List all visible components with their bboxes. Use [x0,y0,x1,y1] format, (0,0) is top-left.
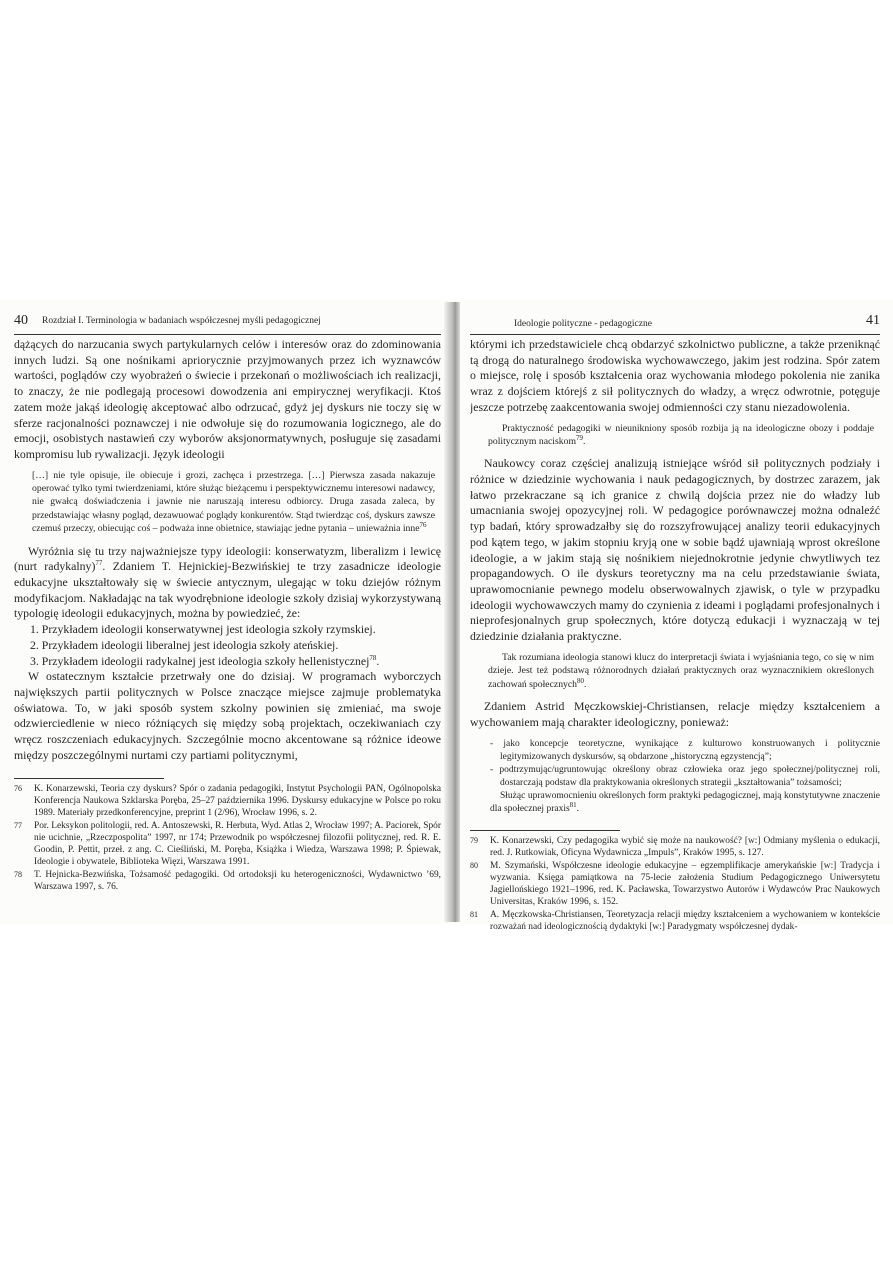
footnote-ref: 79 [575,433,583,442]
footnote-number: 79 [470,836,478,846]
list-item: - podtrzymując/ugruntowując określony obraz człowieka oraz jego społecznej/politycznej roli, dostarczają podstaw dla praktykowania określonych strategii „kształtowania” tożsamości; [490,765,880,789]
quote-text: […] nie tyle opisuje, ile obiecuje i grozi, zachęca i przestrzega. […] Pierwsza zasada nakazuje operować tylko tymi twierdzeniami, które służąc bieżącemu i perspektywicznemu interesowi nadawcy, nie gwałcą doświadczenia i jawnie nie naruszają interesu odbiorcy. Druga zasada zaleca, by przedstawiając własny pogląd, dezawuować poglądy konkurentów. Stąd twierdząc coś, dyskurs zawsze czemuś przeczy, obiecując coś – podważa inne obietnice, stawiając jedne pytania – unieważnia inne [32,469,435,535]
footnote-text: Por. Leksykon politologii, red. A. Antoszewski, R. Herbuta, Wyd. Atlas 2, Wrocław 1997; A. Paciorek, Spór nie ucichnie, „Rzeczpospolita” 1997, nr 174; Przewodnik po współczesnej filozofii politycznej, red. R. E. Goodin, P. Pettit, przeł. z ang. C. Cieśliński, M. Poręba, Książka i Wiedza, Warszawa 1998; P. Śpiewak, Ideologie i obywatele, Biblioteka Więzi, Warszawa 1991. [34,820,441,867]
paragraph: dążących do narzucania swych partykularnych celów i interesów oraz do zdominowania innych ludzi. Są one nośnikami apriorycznie przyjmowanych przez ich wyznawców wartości, poglądów czy wyobrażeń o świecie i przekonań o możliwościach ich realizacji, to znaczy, że nie podlegają procesowi dowodzenia ani empirycznej weryfikacji. Ktoś zatem może jakąś ideologię akceptować albo odrzucać, gdyż jej dyskurs nie toczy się w sferze racjonalności poznawczej i nie odwołuje się do rozumowania logicznego, ale do emocji, osobistych nastawień czy wyborów aksjonormatywnych, posługuje się zasadami kompromisu lub rywalizacji. Język ideologii [14,337,441,461]
footnote-text: T. Hejnicka-Bezwińska, Tożsamość pedagogiki. Od ortodoksji ku heterogeniczności, Wydawnictwo ’69, Warszawa 1997, s. 76. [34,869,441,892]
footnote-number: 81 [470,910,478,920]
list-item: 2. Przykładem ideologii liberalnej jest ideologia szkoły ateńskiej. [30,637,339,652]
list-continuation-text: Służąc uprawomocnieniu określonych form praktyki pedagogicznej, mają konstytutywne znaczenie dla społecznej praxis [490,791,880,815]
paragraph-text: . Zdaniem T. Hejnickiej-Bezwińskiej te trzy zasadnicze ideologie edukacyjne ukształtowały się w świecie antycznym, ulegając w toku dziejów różnym modyfikacjom. Nakładając na tak wyodrębnione ideologie szkoły dzisiaj wykorzystywaną typologię ideologii edukacyjnych, można by powiedzieć, że: [14,559,441,621]
footnote-number: 78 [14,869,22,879]
left-header-title: Rozdział I. Terminologia w badaniach współczesnej myśli pedagogicznej [42,316,321,326]
footnote [470,835,880,859]
list-item-text: 3. Przykładem ideologii radykalnej jest ideologia szkoły hellenistycznej [30,653,370,668]
footnote [470,860,880,908]
block-quote: Praktyczność pedagogiki w nieunikniony sposób rozbija ją na ideologiczne obozy i poddaje politycznym naciskom$^{79}$. [488,422,874,447]
paragraph: którymi ich przedstawiciele chcą obdarzyć szkolnictwo publiczne, a także przeniknąć tą drogą do naturalnego środowiska wychowawczego, jakim jest rodzina. Spór zatem o miejsce, rolę i sposób kształcenia oraz wychowania młodego pokolenia nie zanika wraz z dojściem którejś z sił politycznych do władzy, a wręcz odwrotnie, potęguje jeszcze potrzebę zaakcentowania swojej odmienności czy stanu niezadowolenia. [470,337,880,414]
numbered-list [14,622,441,669]
footnote-number: 80 [470,861,478,871]
footnote-number: 76 [14,783,22,793]
footnote [470,909,880,933]
left-page [14,312,441,894]
footnote-ref: 81 [569,801,577,810]
footnote-rule [470,830,620,831]
right-body-text [470,337,880,816]
footnote-number: 77 [14,820,22,830]
paragraph [14,544,441,623]
block-quote: Tak rozumiana ideologia stanowi klucz do interpretacji świata i wyjaśniania tego, co się w nim dzieje. Jest też podstawą różnorodnych działań praktycznych oraz wyznacznikiem określonych zachowań społecznych$^{80}$. [488,651,874,690]
right-header-title: Ideologie polityczne - pedagogiczne [514,319,652,329]
footnote [14,869,441,893]
bullet-list [490,738,880,816]
left-page-number: 40 [14,313,28,328]
list-continuation: Służąc uprawomocnieniu określonych form praktyki pedagogicznej, mają konstytutywne znaczenie dla społecznej praxis$^{81}$. [490,791,880,815]
right-footnotes [470,835,880,933]
footnote-text: M. Szymański, Współczesne ideologie edukacyjne – egzemplifikacje amerykańskie [w:] Tradycja i wyzwania. Księga pamiątkowa na 75-lecie założenia Studium Pedagogicznego Uniwersytetu Jagiellońskiego 1921–1996, red. K. Pacławska, Towarzystwo Autorów i Wydawców Prac Naukowych Universitas, Kraków 1996, s. 152. [490,861,880,908]
footnote-ref: 80 [577,676,585,685]
paragraph: Naukowcy coraz częściej analizują istniejące wśród sił politycznych podziały i różnice w dziedzinie wychowania i nauk pedagogicznych, by dostrzec zarazem, jak łatwo przekraczane są ich granice z chwilą dojścia przez nie do władzy lub umacniania swojej opozycyjnej roli. W pedagogice porównawczej można odnaleźć typ badań, który sprowadzałby się do rozszyfrowującej analizy teorii edukacyjnych pod kątem tego, w jakim stopniu kryją one w sobie bądź ujawniają wprost określone ideologie, a w jakim stają się nośnikiem niejednokrotnie jedynie chwytliwych tez propagandowych. O ile dyskurs teoretyczny ma na celu przedstawianie świata, uprawomocnianie pewnego modelu obserwowalnych zjawisk, o tyle w przypadku ideologii wychowawczych mamy do czynienia z ideami i poglądami profesjonalnych i nieprofesjonalnych grup społecznych, które dotyczą edukacji i wyznaczają w tej dziedzinie działania praktyczne. [470,456,880,644]
footnote-ref: 76 [419,521,427,530]
block-quote [32,469,441,536]
list-item: - jako koncepcje teoretyczne, wynikające z kulturowo konstruowanych i politycznie legitymizowanych dyskursów, są obdarzone „historyczną egzystencją”; [490,739,880,763]
footnote [14,820,441,868]
left-footnotes [14,783,441,893]
footnote-ref: 78 [369,653,377,662]
footnote-text: K. Konarzewski, Teoria czy dyskurs? Spór o zadania pedagogiki, Instytut Psychologii PAN, Ogólnopolska Konferencja Naukowa Szklarska Poręba, 25–27 października 1996. Dyskursy edukacyjne w Polsce po roku 1989. Materiały przedkonferencyjne, preprint 1 (2/96), Wrocław 1996, s. 2. [34,783,441,818]
footnote-ref: 77 [95,559,103,568]
footnote-rule [14,778,164,779]
footnote-text: K. Konarzewski, Czy pedagogika wybić się może na naukowość? [w:] Odmiany myślenia o edukacji, red. J. Rutkowiak, Oficyna Wydawnicza „Impuls”, Kraków 1995, s. 127. [490,836,880,859]
left-running-head [14,312,441,335]
footnote-text: A. Męczkowska-Christiansen, Teoretyzacja relacji między kształceniem a wychowaniem w kontekście rozważań nad ideologicznością dydaktyki [w:] Paradygmaty współczesnej dydak- [490,910,880,933]
paragraph-text: Wyróżnia się tu trzy najważniejsze typy ideologii: konserwatyzm, liberalizm i lewicę (nurt radykalny) [14,543,441,574]
list-item: 1. Przykładem ideologii konserwatywnej jest ideologia szkoły rzymskiej. [30,622,376,637]
paragraph: W ostatecznym kształcie przetrwały one do dzisiaj. W programach wyborczych największych partii politycznych w Polsce znaczące miejsce zajmuje problematyka oświatowa. To, w jaki sposób system szkolny powinien się zmieniać, ma swoje odzwierciedlenie w nieco różniących się między sobą projektach, oczekiwaniach czy wręcz roszczeniach edukacyjnych. Szczególnie mocno akcentowane są różnice ideowe między poszczególnymi nurtami czy partiami politycznymi, [14,669,441,762]
left-body-text [14,337,441,764]
right-page [470,312,880,934]
quote-text: Praktyczność pedagogiki w nieunikniony sposób rozbija ją na ideologiczne obozy i poddaje politycznym naciskom [488,422,874,447]
right-page-number: 41 [866,313,880,328]
quote-text: Tak rozumiana ideologia stanowi klucz do interpretacji świata i wyjaśniania tego, co się w nim dzieje. Jest też podstawą różnorodnych działań praktycznych oraz wyznacznikiem określonych zachowań społecznych [488,651,874,690]
book-gutter [444,302,460,922]
footnote [14,783,441,819]
paragraph: Zdaniem Astrid Męczkowskiej-Christiansen, relacje między kształceniem a wychowaniem mają charakter ideologiczny, ponieważ: [470,698,880,729]
right-running-head [470,312,880,335]
list-item: 3. Przykładem ideologii radykalnej jest ideologia szkoły hellenistycznej$^{78}$. [30,653,380,668]
